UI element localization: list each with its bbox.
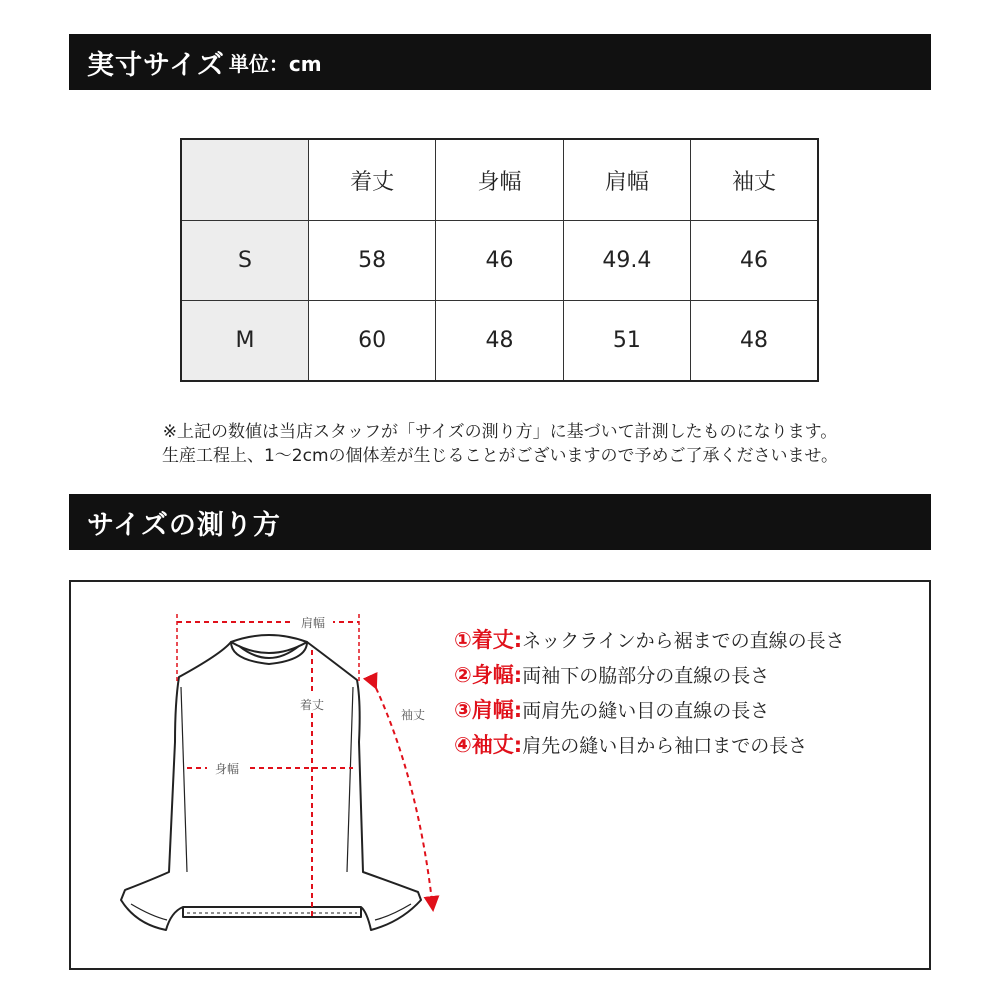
legend-item (454, 729, 845, 764)
legend-desc: 肩先の縫い目から袖口までの長さ (522, 735, 808, 757)
measurement-legend (454, 624, 845, 764)
row-size-label: S (181, 221, 308, 301)
measurement-notes (0, 420, 1000, 468)
measure-header-title: サイズの測り方 (87, 509, 281, 541)
measure-header-bar (69, 494, 931, 550)
legend-desc: ネックラインから裾までの直線の長さ (522, 630, 845, 652)
width-label: 身幅 (214, 762, 240, 776)
table-header-row (181, 139, 818, 221)
column-header: 肩幅 (563, 139, 690, 221)
shirt-outline (121, 635, 421, 930)
table-row (181, 221, 818, 301)
size-table (180, 138, 819, 382)
table-cell: 49.4 (563, 221, 690, 301)
legend-desc: 両袖下の脇部分の直線の長さ (522, 665, 770, 687)
measurement-guide (69, 580, 931, 970)
table-row (181, 301, 818, 382)
column-header: 袖丈 (691, 139, 818, 221)
column-header: 身幅 (436, 139, 563, 221)
shoulder-label: 肩幅 (300, 616, 326, 630)
table-cell: 51 (563, 301, 690, 382)
legend-item (454, 659, 845, 694)
legend-key: ④袖丈: (454, 733, 523, 757)
note-line: ※上記の数値は当店スタッフが「サイズの測り方」に基づいて計測したものになります。 (162, 422, 838, 442)
table-cell: 48 (691, 301, 818, 382)
legend-item (454, 694, 845, 729)
size-header-unit: 単位：cm (228, 51, 322, 76)
table-corner-cell (181, 139, 308, 221)
table-cell: 60 (308, 301, 435, 382)
length-label: 着丈 (299, 698, 325, 712)
legend-key: ②身幅: (454, 663, 523, 687)
table-cell: 46 (436, 221, 563, 301)
column-header: 着丈 (308, 139, 435, 221)
note-line: 生産工程上、1〜2cmの個体差が生じることがございますので予めご了承くださいませ。 (161, 446, 839, 466)
size-header-title: 実寸サイズ (87, 49, 225, 81)
legend-item (454, 624, 845, 659)
table-cell: 46 (691, 221, 818, 301)
legend-key: ①着丈: (454, 628, 523, 652)
legend-key: ③肩幅: (454, 698, 523, 722)
table-cell: 58 (308, 221, 435, 301)
legend-desc: 両肩先の縫い目の直線の長さ (522, 700, 770, 722)
sleeve-label: 袖丈 (400, 708, 426, 722)
table-cell: 48 (436, 301, 563, 382)
size-header-bar (69, 34, 931, 90)
row-size-label: M (181, 301, 308, 382)
